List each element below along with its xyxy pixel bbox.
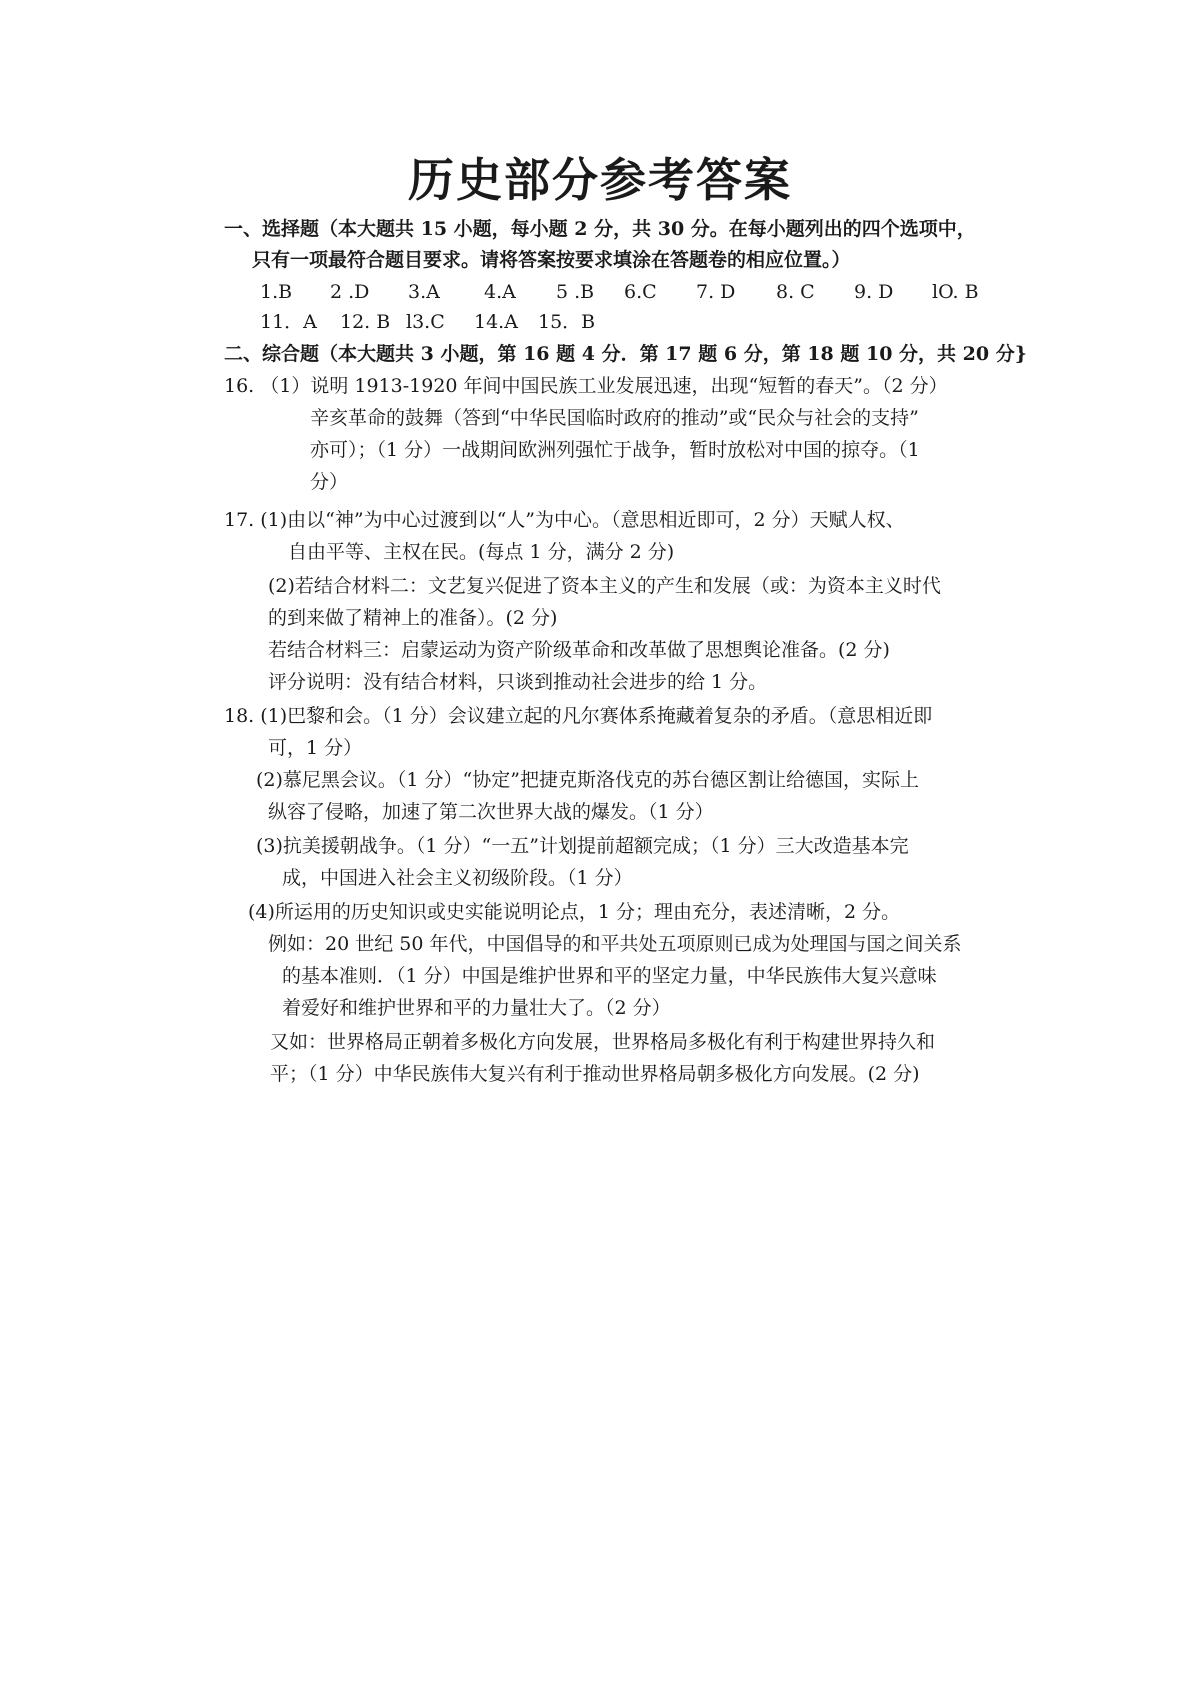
q18-line: 又如：世界格局正朝着多极化方向发展，世界格局多极化有利于构建世界持久和 — [270, 1031, 936, 1053]
answer-item: 15．B — [538, 311, 596, 333]
answer-item: 7. D — [696, 281, 736, 303]
q18-line: 的基本准则．（1 分）中国是维护世界和平的坚定力量，中华民族伟大复兴意味 — [282, 965, 937, 987]
answer-item: 11．A — [260, 311, 317, 333]
q17-line: 评分说明：没有结合材料，只谈到推动社会进步的给 1 分。 — [268, 671, 768, 693]
answer-item: 9. D — [854, 281, 894, 303]
q18-line: 着爱好和维护世界和平的力量壮大了。（2 分） — [282, 997, 671, 1019]
q16-line: 辛亥革命的鼓舞（答到“中华民国临时政府的推动”或“民众与社会的支持” — [310, 407, 919, 429]
q17-line: 自由平等、主权在民。(每点 1 分，满分 2 分) — [288, 541, 675, 563]
section2-heading: 二、综合题（本大题共 3 小题，第 16 题 4 分．第 17 题 6 分，第 18 题 10 分，共 20 分} — [224, 343, 1027, 365]
answer-item: 1.B — [260, 281, 293, 303]
q18-line: (4)所运用的历史知识或史实能说明论点，1 分；理由充分，表述清晰，2 分。 — [248, 901, 901, 923]
q18-line: (2)慕尼黑会议。（1 分）“协定”把捷克斯洛伐克的苏台德区割让给德国，实际上 — [256, 769, 919, 791]
answer-item: 12. B — [340, 311, 391, 333]
answer-item: lO. B — [932, 281, 979, 303]
answers-row-1 — [260, 278, 1020, 306]
answer-item: 5 .B — [556, 281, 595, 303]
q17-line: 17. (1)由以“神”为中心过渡到以“人”为中心。（意思相近即可，2 分）天赋人权、 — [224, 509, 905, 531]
answer-item: 8. C — [776, 281, 815, 303]
q18-line: 18. (1)巴黎和会。（1 分）会议建立起的凡尔赛体系掩藏着复杂的矛盾。（意思相近即 — [224, 705, 933, 727]
q16-line: 16. （1）说明 1913-1920 年间中国民族工业发展迅速，出现“短暂的春天”。（2 分） — [224, 375, 948, 397]
q18-line: 可，1 分） — [268, 737, 363, 759]
q18-line: 例如：20 世纪 50 年代，中国倡导的和平共处五项原则已成为处理国与国之间关系 — [268, 933, 962, 955]
answer-item: 2 .D — [330, 281, 370, 303]
answer-item: 4.A — [484, 281, 516, 303]
q18-line: 成，中国进入社会主义初级阶段。（1 分） — [282, 867, 633, 889]
section1-heading-line2: 只有一项最符合题目要求。请将答案按要求填涂在答题卷的相应位置。） — [252, 249, 851, 271]
q18-line: 平；（1 分）中华民族伟大复兴有利于推动世界格局朝多极化方向发展。(2 分) — [270, 1063, 920, 1085]
page-title: 历史部分参考答案 — [408, 153, 792, 207]
q17-line: 的到来做了精神上的准备）。(2 分) — [268, 607, 558, 629]
q16-line: 亦可）；（1 分）一战期间欧洲列强忙于战争，暂时放松对中国的掠夺。（1 — [310, 439, 920, 461]
q18-line: 纵容了侵略，加速了第二次世界大战的爆发。（1 分） — [268, 801, 714, 823]
answer-item: 14.A — [474, 311, 518, 333]
q17-line: (2)若结合材料二：文艺复兴促进了资本主义的产生和发展（或：为资本主义时代 — [268, 575, 941, 597]
answer-item: 6.C — [624, 281, 657, 303]
q16-line: 分） — [310, 471, 349, 493]
q18-line: (3)抗美援朝战争。（1 分）“一五”计划提前超额完成；（1 分）三大改造基本完 — [256, 835, 909, 857]
answer-item: l3.C — [406, 311, 445, 333]
q17-line: 若结合材料三：启蒙运动为资产阶级革命和改革做了思想舆论准备。(2 分) — [268, 639, 890, 661]
answer-item: 3.A — [408, 281, 440, 303]
answers-row-2 — [260, 308, 660, 336]
section1-heading-line1: 一、选择题（本大题共 15 小题，每小题 2 分，共 30 分。在每小题列出的四个选项中， — [224, 218, 976, 240]
